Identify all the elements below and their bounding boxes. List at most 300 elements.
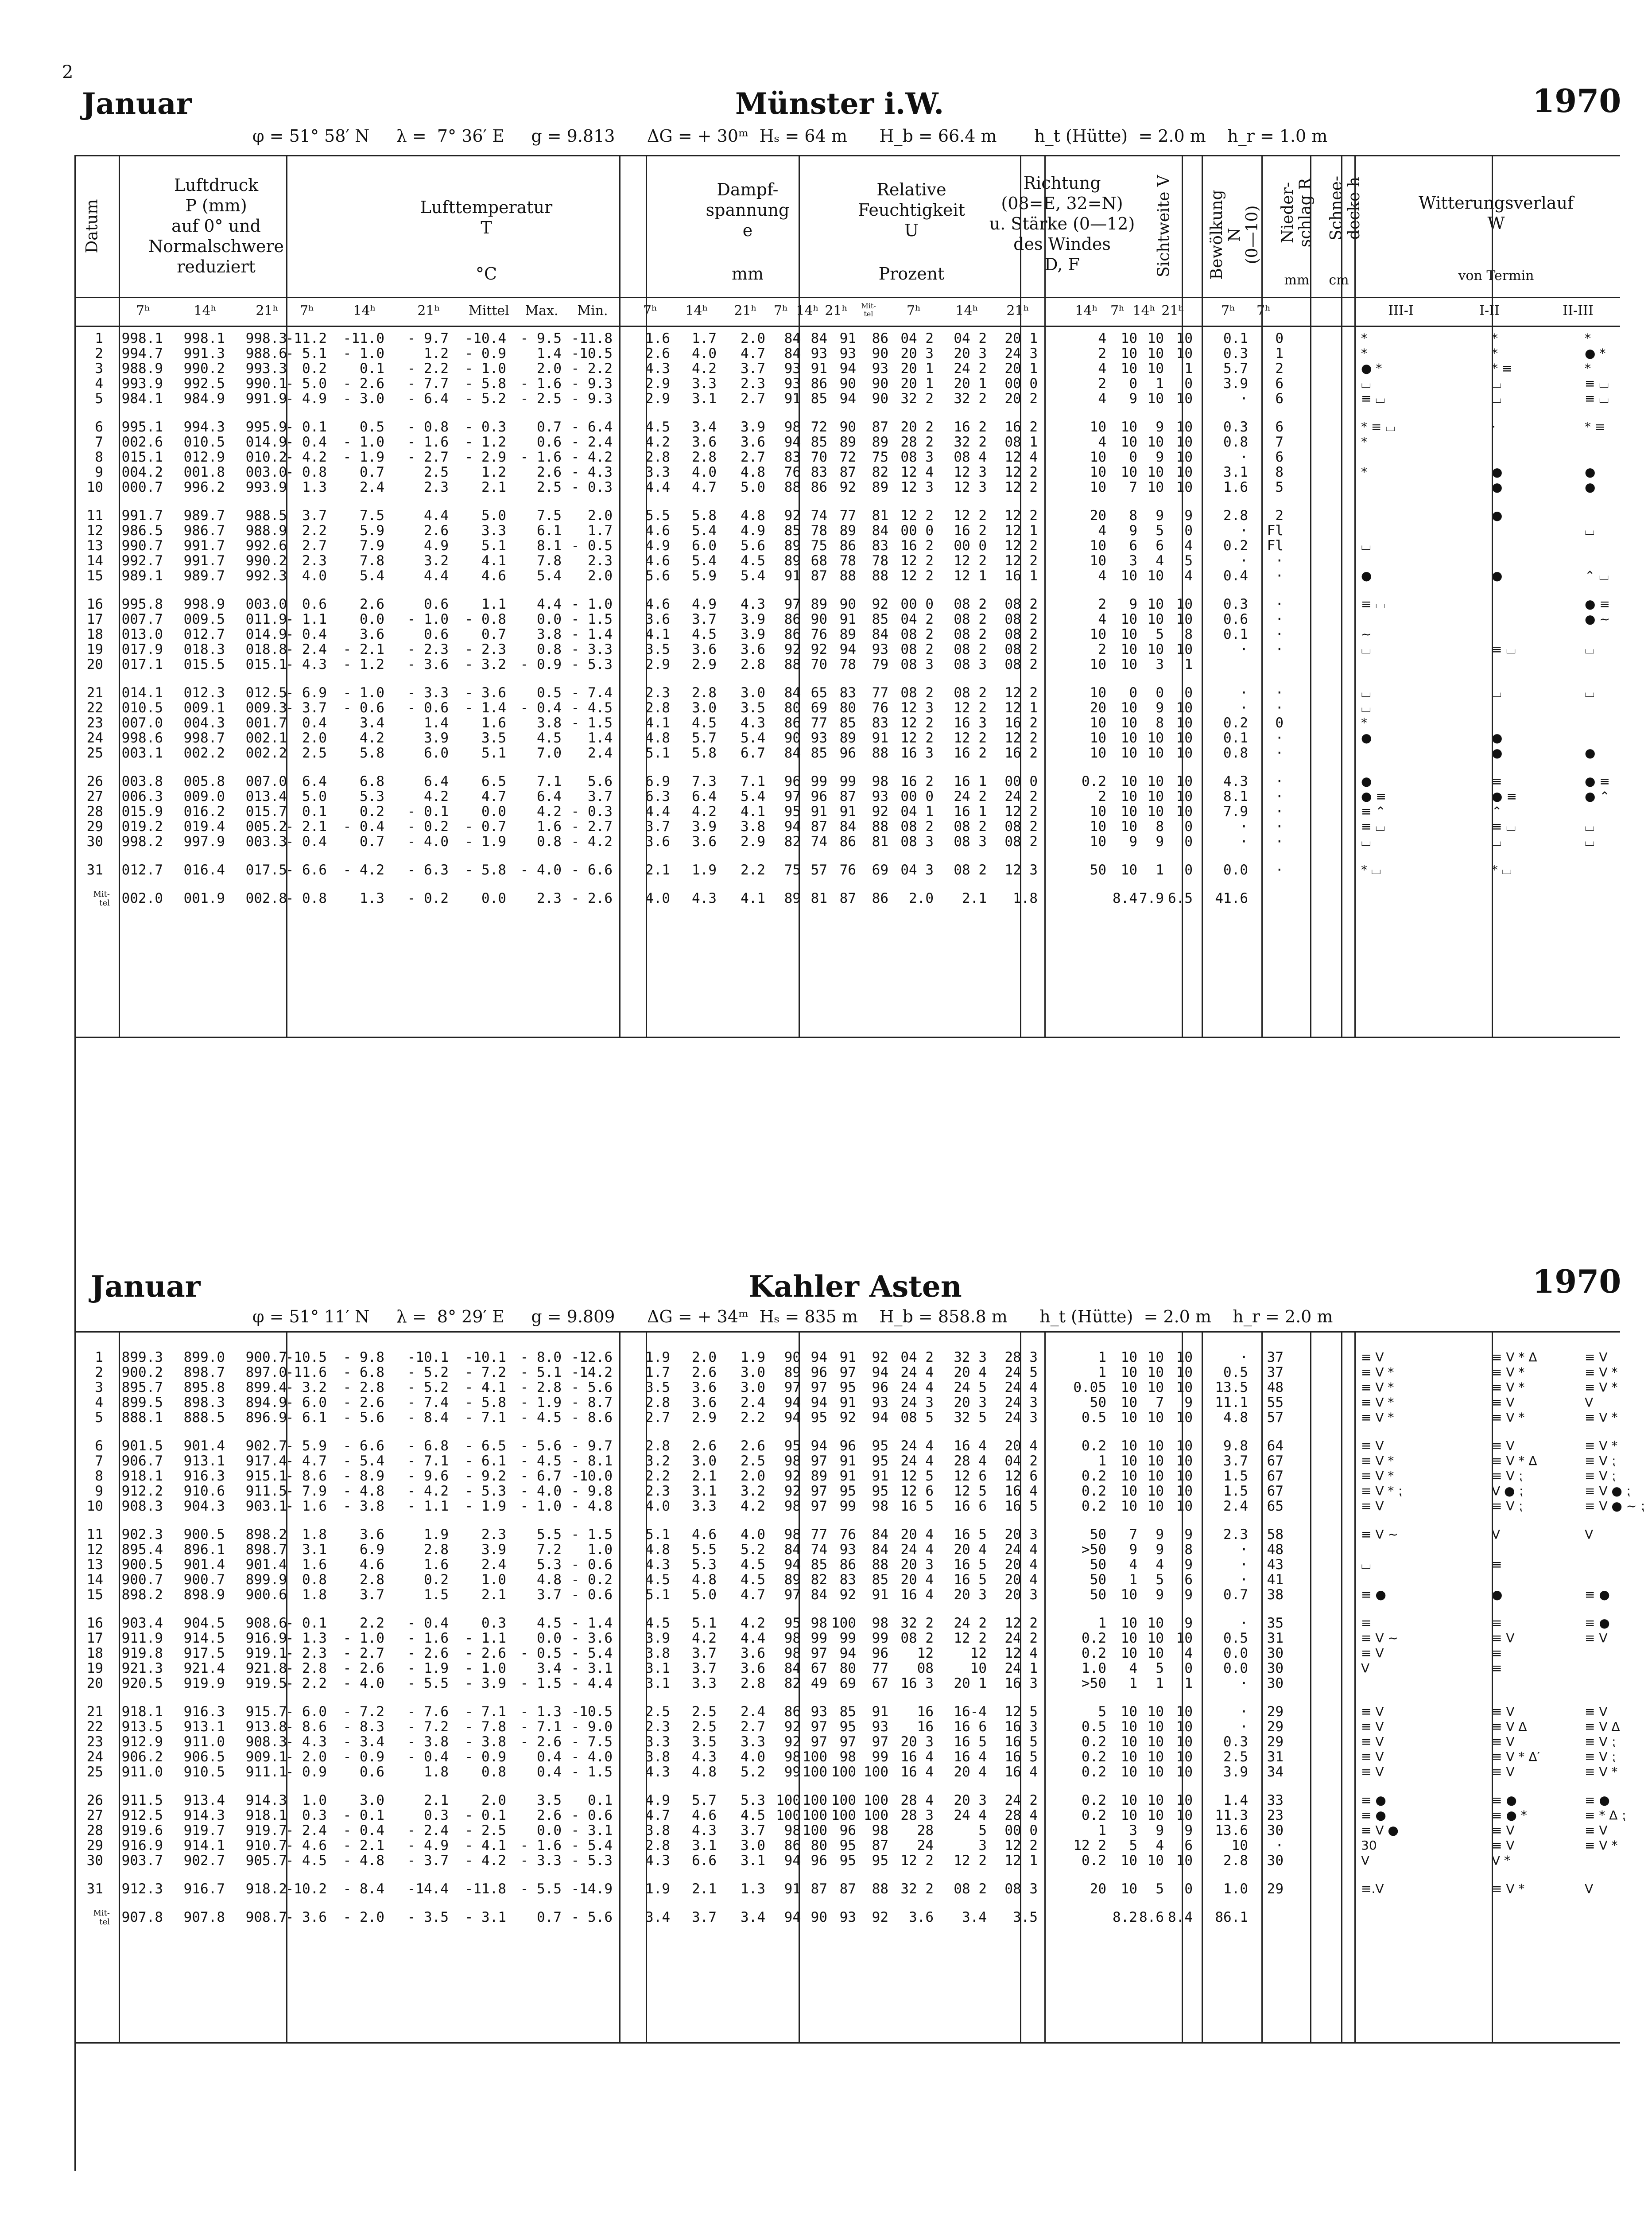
data-cell: 6.8 (360, 773, 384, 789)
data-cell: 013.0 (121, 626, 163, 642)
data-cell: 4 (1098, 330, 1106, 346)
data-cell: 79 (872, 657, 888, 672)
data-cell: 10 (1121, 862, 1137, 878)
weather-cell: ≡ V Δ (1492, 1719, 1527, 1734)
data-cell: - 7.4 (407, 1395, 449, 1411)
data-cell: 84 (784, 1542, 801, 1558)
weather-cell: ≡ ● (1585, 1793, 1610, 1807)
grid-line (1261, 1331, 1263, 2042)
data-cell: 0.3 (302, 1807, 327, 1823)
grid-line (1202, 1331, 1203, 2042)
data-cell: 12 1 (1004, 700, 1038, 716)
data-cell: 24 4 (900, 1542, 934, 1558)
data-cell: 984.1 (121, 391, 163, 407)
grid-line (646, 1331, 647, 2042)
grid-line (1354, 155, 1356, 1037)
row-date: 23 (86, 1734, 103, 1750)
data-cell: 003.3 (245, 834, 287, 850)
weather-cell: ≡ V ⁏ (1492, 1499, 1523, 1513)
data-cell: 10 (1147, 1453, 1164, 1469)
data-cell: 91 (839, 1453, 856, 1469)
data-cell: - 7.1 (465, 1704, 506, 1720)
subheader-cell: 21ʰ (417, 303, 440, 319)
data-cell: 10 (1121, 773, 1137, 789)
row-date: 28 (86, 1823, 103, 1838)
weather-cell: ≡ V * (1492, 1881, 1525, 1896)
data-cell: · (1275, 553, 1284, 569)
data-cell: - 1.9 (407, 1660, 449, 1676)
weather-cell: ⌴ (1492, 834, 1502, 849)
mittel-cell: 89 (784, 890, 801, 906)
data-cell: - 1.9 (520, 1395, 562, 1411)
data-cell: 908.3 (121, 1498, 163, 1514)
data-cell: - 6.9 (285, 685, 327, 701)
data-cell: 10 (1121, 1410, 1137, 1426)
data-cell: 0.3 (1223, 596, 1248, 612)
data-cell: 5.6 (741, 538, 765, 554)
data-cell: - 8.4 (343, 1881, 384, 1897)
data-cell: · (1275, 685, 1284, 701)
data-cell: 5.9 (692, 568, 717, 584)
mittel-cell: 3.6 (909, 1909, 934, 1925)
data-cell: - 7.9 (285, 1483, 327, 1499)
data-cell: - 3.8 (465, 1734, 506, 1750)
data-cell: 86 (784, 1838, 801, 1854)
weather-cell: ≡ V (1361, 1704, 1384, 1719)
data-cell: - 6.4 (571, 419, 613, 435)
table-row (74, 1438, 1620, 1454)
data-cell: 69 (872, 862, 888, 878)
data-cell: 3.6 (741, 641, 765, 657)
weather-cell: * (1585, 331, 1591, 346)
mittel-cell: 93 (839, 1909, 856, 1925)
weather-cell: ⌃ ⌴ (1585, 568, 1609, 583)
data-cell: 3.4 (692, 419, 717, 435)
data-cell: 993.3 (245, 361, 287, 377)
data-cell: 5.1 (645, 1527, 670, 1543)
data-cell: 92 (810, 641, 827, 657)
data-cell: 3.1 (645, 1660, 670, 1676)
data-cell: >50 (1082, 1675, 1106, 1691)
data-cell: 2.2 (741, 862, 765, 878)
data-cell: - 0.8 (285, 464, 327, 480)
data-cell: 10 (1121, 1380, 1137, 1395)
data-cell: - 5.2 (465, 391, 506, 407)
data-cell: 65 (810, 685, 827, 701)
header-witterung: Witterungsverlauf W (1419, 193, 1574, 233)
data-cell: 89 (839, 626, 856, 642)
data-cell: 4.4 (645, 479, 670, 495)
subheader-cell: 14ʰ (1132, 303, 1156, 319)
weather-cell: ● ≡ (1585, 774, 1610, 789)
data-cell: 28 2 (900, 434, 934, 450)
weather-cell: ● ⌃ (1585, 789, 1610, 804)
header-lufttemp-unit: °C (475, 264, 497, 284)
data-cell: 50 (1090, 1557, 1106, 1573)
data-cell: - 1.6 (407, 1630, 449, 1646)
data-cell: - 5.2 (407, 1380, 449, 1395)
data-cell: 86 (784, 611, 801, 627)
weather-cell: * (1585, 361, 1591, 376)
page-left-border (74, 155, 76, 2171)
data-cell: 1 (1184, 657, 1193, 672)
data-cell: 16 2 (1004, 715, 1038, 731)
data-cell: 08 2 (1004, 657, 1038, 672)
data-cell: 08 3 (900, 657, 934, 672)
data-cell: 014.1 (121, 685, 163, 701)
data-cell: - 7.1 (520, 1719, 562, 1735)
row-date: 7 (95, 434, 103, 450)
data-cell: 08 2 (954, 641, 987, 657)
data-cell: -11.8 (465, 1881, 506, 1897)
data-cell: 3 (1129, 553, 1137, 569)
data-cell: 2.4 (588, 745, 613, 761)
data-cell: 992.5 (183, 376, 225, 392)
data-cell: 915.1 (245, 1468, 287, 1484)
table-row (74, 1571, 1620, 1588)
weather-cell: ● ≡ (1585, 597, 1610, 611)
data-cell: - 6.0 (285, 1704, 327, 1720)
data-cell: 12 2 (1004, 479, 1038, 495)
data-cell: 28 4 (900, 1792, 934, 1808)
data-cell: · (1275, 1838, 1284, 1854)
data-cell: 913.4 (183, 1792, 225, 1808)
data-cell: 10 (1090, 464, 1106, 480)
data-cell: 894.9 (245, 1395, 287, 1411)
data-cell: - 6.6 (343, 1438, 384, 1454)
weather-cell: ≡ (1492, 1661, 1502, 1675)
data-cell: 24 4 (900, 1438, 934, 1454)
weather-cell: ≡ V * Δ′ (1492, 1749, 1540, 1764)
data-cell: -11.6 (285, 1364, 327, 1380)
data-cell: 00 0 (954, 538, 987, 554)
data-cell: 1 (1156, 862, 1164, 878)
data-cell: 0 (1184, 523, 1193, 539)
data-cell: 10 (1121, 568, 1137, 584)
weather-cell: ≡ V ● ~ ⁏ (1585, 1499, 1645, 1513)
data-cell: 919.8 (121, 1645, 163, 1661)
data-cell: 5 (1156, 523, 1164, 539)
data-cell: 018.3 (183, 641, 225, 657)
data-cell: 24 2 (1004, 1792, 1038, 1808)
data-cell: 48 (1267, 1380, 1284, 1395)
table-row (74, 656, 1620, 673)
data-cell: 898.7 (183, 1364, 225, 1380)
data-cell: 10 (1176, 346, 1193, 361)
data-cell: 85 (839, 1704, 856, 1720)
data-cell: 87 (872, 1838, 888, 1854)
data-cell: 4.2 (537, 804, 562, 820)
table-row (74, 330, 1620, 347)
data-cell: 28 3 (900, 1807, 934, 1823)
data-cell: 001.8 (183, 464, 225, 480)
data-cell: 914.3 (245, 1792, 287, 1808)
data-cell: 0.4 (537, 1764, 562, 1780)
data-cell: 4 (1184, 568, 1193, 584)
data-cell: 10 (1147, 434, 1164, 450)
data-cell: 998.1 (121, 330, 163, 346)
data-cell: 76 (784, 464, 801, 480)
data-cell: 3.6 (692, 1380, 717, 1395)
data-cell: 70 (810, 449, 827, 465)
data-cell: 91 (839, 804, 856, 820)
data-cell: 10 (1147, 330, 1164, 346)
data-cell: - 3.7 (285, 700, 327, 716)
data-cell: 7 (1129, 479, 1137, 495)
data-cell: - 9.7 (571, 1438, 613, 1454)
data-cell: 996.2 (183, 479, 225, 495)
data-cell: 24 2 (954, 1615, 987, 1631)
data-cell: 3.6 (360, 626, 384, 642)
data-cell: 2.5 (645, 1704, 670, 1720)
data-cell: 1 (1098, 1364, 1106, 1380)
data-cell: 2.6 (360, 596, 384, 612)
data-cell: - 3.1 (571, 1660, 613, 1676)
data-cell: - 2.4 (407, 1823, 449, 1838)
data-cell: 5.7 (692, 1792, 717, 1808)
data-cell: - 0.5 (520, 1645, 562, 1661)
data-cell: 69 (839, 1675, 856, 1691)
weather-cell: V * (1492, 1853, 1511, 1868)
data-cell: 910.6 (183, 1483, 225, 1499)
data-cell: 1.4 (588, 730, 613, 746)
data-cell: - 6.4 (407, 391, 449, 407)
data-cell: 95 (784, 1438, 801, 1454)
data-cell: 16 6 (954, 1719, 987, 1735)
data-cell: 92 (839, 479, 856, 495)
data-cell: 000.7 (121, 479, 163, 495)
data-cell: 995.9 (245, 419, 287, 435)
data-cell: 0.1 (1223, 330, 1248, 346)
data-cell: 78 (810, 523, 827, 539)
data-cell: 019.4 (183, 819, 225, 835)
data-cell: 918.1 (245, 1807, 287, 1823)
data-cell: 0 (1184, 862, 1193, 878)
data-cell: 24 3 (1004, 1395, 1038, 1411)
row-date: 25 (86, 745, 103, 761)
data-cell: 4.5 (645, 1572, 670, 1588)
data-cell: 2.5 (302, 745, 327, 761)
table-row (74, 434, 1620, 451)
grid-line (119, 155, 120, 1037)
data-cell: 16 3 (954, 715, 987, 731)
data-cell: 0 (1184, 376, 1193, 392)
data-cell: 20 4 (954, 1364, 987, 1380)
data-cell: 08 3 (954, 657, 987, 672)
data-cell: 6.1 (537, 523, 562, 539)
data-cell: 2.1 (692, 1881, 717, 1897)
weather-cell: ~ (1361, 627, 1372, 641)
data-cell: 0.0 (360, 611, 384, 627)
weather-cell: ≡ V * (1585, 1410, 1618, 1425)
data-cell: 10 (1176, 1438, 1193, 1454)
data-cell: 16 2 (954, 745, 987, 761)
data-cell: 896.1 (183, 1542, 225, 1558)
data-cell: 16 5 (1004, 1749, 1038, 1765)
data-cell: - 4.8 (571, 1498, 613, 1514)
data-cell: 4 (1098, 523, 1106, 539)
data-cell: 99 (810, 1630, 827, 1646)
data-cell: - 4.3 (285, 1734, 327, 1750)
data-cell: 2.6 (692, 1438, 717, 1454)
data-cell: - 3.1 (571, 1823, 613, 1838)
mittel-cell: 3.4 (962, 1909, 987, 1925)
mittel-cell: 6.5 (1168, 890, 1193, 906)
weather-cell: ● (1492, 508, 1503, 523)
data-cell: 5.0 (741, 479, 765, 495)
data-cell: 50 (1090, 1395, 1106, 1411)
data-cell: - 4.1 (465, 1838, 506, 1854)
header-feucht-unit: Prozent (878, 264, 945, 284)
data-cell: - 3.2 (465, 657, 506, 672)
data-cell: 0.8 (537, 641, 562, 657)
data-cell: 100 (831, 1807, 856, 1823)
table-row (74, 1498, 1645, 1515)
data-cell: 20 3 (954, 1395, 987, 1411)
data-cell: 76 (839, 862, 856, 878)
data-cell: - 5.8 (465, 1395, 506, 1411)
data-cell: 08 3 (900, 449, 934, 465)
header-witterung-sub: von Termin (1458, 268, 1534, 284)
data-cell: 2.0 (302, 730, 327, 746)
data-cell: 4.3 (1223, 773, 1248, 789)
data-cell: 0.8 (537, 834, 562, 850)
data-cell: - 4.5 (571, 700, 613, 716)
weather-cell: ≡ ⌴ (1361, 391, 1385, 406)
data-cell: 2.4 (741, 1704, 765, 1720)
data-cell: 55 (1267, 1395, 1284, 1411)
table-row (74, 567, 1620, 584)
data-cell: 899.4 (245, 1380, 287, 1395)
data-cell: 86 (784, 715, 801, 731)
data-cell: 77 (872, 685, 888, 701)
data-cell: 1.0 (588, 1542, 613, 1558)
row-date: 10 (86, 1498, 103, 1514)
data-cell: >50 (1082, 1542, 1106, 1558)
data-cell: 1.6 (302, 1557, 327, 1573)
data-cell: 9 (1184, 1587, 1193, 1603)
station1-subheader-row (74, 300, 1620, 325)
grid-line (1492, 1331, 1493, 2042)
table-row (74, 1822, 1620, 1839)
header-feucht: Relative Feuchtigkeit U (858, 180, 965, 240)
grid-line (1020, 155, 1021, 1037)
data-cell: - 0.9 (285, 1764, 327, 1780)
data-cell: 10 (1121, 1395, 1137, 1411)
subheader-cell: Max. (525, 303, 558, 319)
weather-cell: ≡ ● (1361, 1587, 1386, 1602)
data-cell: · (1240, 685, 1248, 701)
weather-cell: ≡ V * (1585, 1838, 1618, 1853)
data-cell: 1.0 (1223, 1881, 1248, 1897)
data-cell: 10 (1121, 730, 1137, 746)
data-cell: - 1.6 (285, 1498, 327, 1514)
data-cell: 3.8 (645, 1749, 670, 1765)
table-row (74, 1349, 1620, 1366)
table-row (74, 1468, 1620, 1484)
data-cell: - 0.4 (343, 819, 384, 835)
data-cell: 2.9 (645, 391, 670, 407)
row-date: 16 (86, 596, 103, 612)
table-row (74, 1852, 1620, 1869)
data-cell: 009.5 (183, 611, 225, 627)
data-cell: 10 (1147, 804, 1164, 820)
data-cell: - 1.0 (343, 1630, 384, 1646)
data-cell: 3.7 (588, 789, 613, 804)
table-row (74, 1483, 1631, 1500)
data-cell: 10 (1176, 1380, 1193, 1395)
data-cell: 93 (810, 730, 827, 746)
data-cell: 0.2 (1082, 773, 1106, 789)
data-cell: 998.1 (183, 330, 225, 346)
weather-cell: ≡ ● (1492, 1793, 1517, 1807)
data-cell: 1.4 (424, 715, 449, 731)
data-cell: 89 (784, 538, 801, 554)
data-cell: 84 (784, 745, 801, 761)
table-row (74, 1807, 1626, 1824)
station2-table (74, 1331, 1645, 2042)
data-cell: - 5.5 (520, 1881, 562, 1897)
data-cell: 914.3 (183, 1807, 225, 1823)
subheader-cell: II-III (1563, 303, 1594, 319)
data-cell: 82 (872, 464, 888, 480)
mittel-cell: 4.0 (645, 890, 670, 906)
data-cell: - 1.2 (465, 434, 506, 450)
row-date: 3 (95, 1380, 103, 1395)
data-cell: 0.3 (481, 1615, 506, 1631)
data-cell: 38 (1267, 1587, 1284, 1603)
data-cell: 67 (810, 1660, 827, 1676)
data-cell: 911.9 (121, 1630, 163, 1646)
mittel-cell: 907.8 (121, 1909, 163, 1925)
data-cell: 94 (810, 1349, 827, 1365)
data-cell: - 1.0 (343, 434, 384, 450)
weather-cell: * (1492, 346, 1498, 361)
data-cell: - 1.5 (520, 1675, 562, 1691)
data-cell: 919.7 (183, 1823, 225, 1838)
data-cell: - 4.0 (520, 1483, 562, 1499)
data-cell: 2.8 (741, 657, 765, 672)
weather-cell: ≡ V * (1361, 1380, 1394, 1395)
subheader-cell: Min. (577, 303, 608, 319)
data-cell: 10 (1121, 1587, 1137, 1603)
data-cell: 991.7 (183, 553, 225, 569)
data-cell: - 2.3 (465, 641, 506, 657)
data-cell: 10 (1090, 685, 1106, 701)
weather-cell: ≡ (1492, 1616, 1502, 1630)
data-cell: 16 3 (1004, 1719, 1038, 1735)
data-cell: - 6.1 (285, 1410, 327, 1426)
data-cell: - 1.0 (407, 611, 449, 627)
data-cell: - 5.4 (571, 1838, 613, 1854)
data-cell: 2.9 (692, 657, 717, 672)
data-cell: 1.9 (692, 862, 717, 878)
data-cell: 899.5 (121, 1395, 163, 1411)
data-cell: 004.2 (121, 464, 163, 480)
subheader-cell: 7ʰ (1110, 303, 1125, 319)
data-cell: 899.0 (183, 1349, 225, 1365)
data-cell: -10.4 (465, 330, 506, 346)
data-cell: 2.8 (1223, 1853, 1248, 1869)
row-date: 18 (86, 626, 103, 642)
data-cell: 3.3 (645, 464, 670, 480)
data-cell: 9 (1184, 508, 1193, 524)
data-cell: 08 4 (954, 449, 987, 465)
data-cell: 903.4 (121, 1615, 163, 1631)
subheader-cell: 14ʰ (685, 303, 708, 319)
data-cell: 33 (1267, 1792, 1284, 1808)
data-cell: 0.0 (537, 1823, 562, 1838)
